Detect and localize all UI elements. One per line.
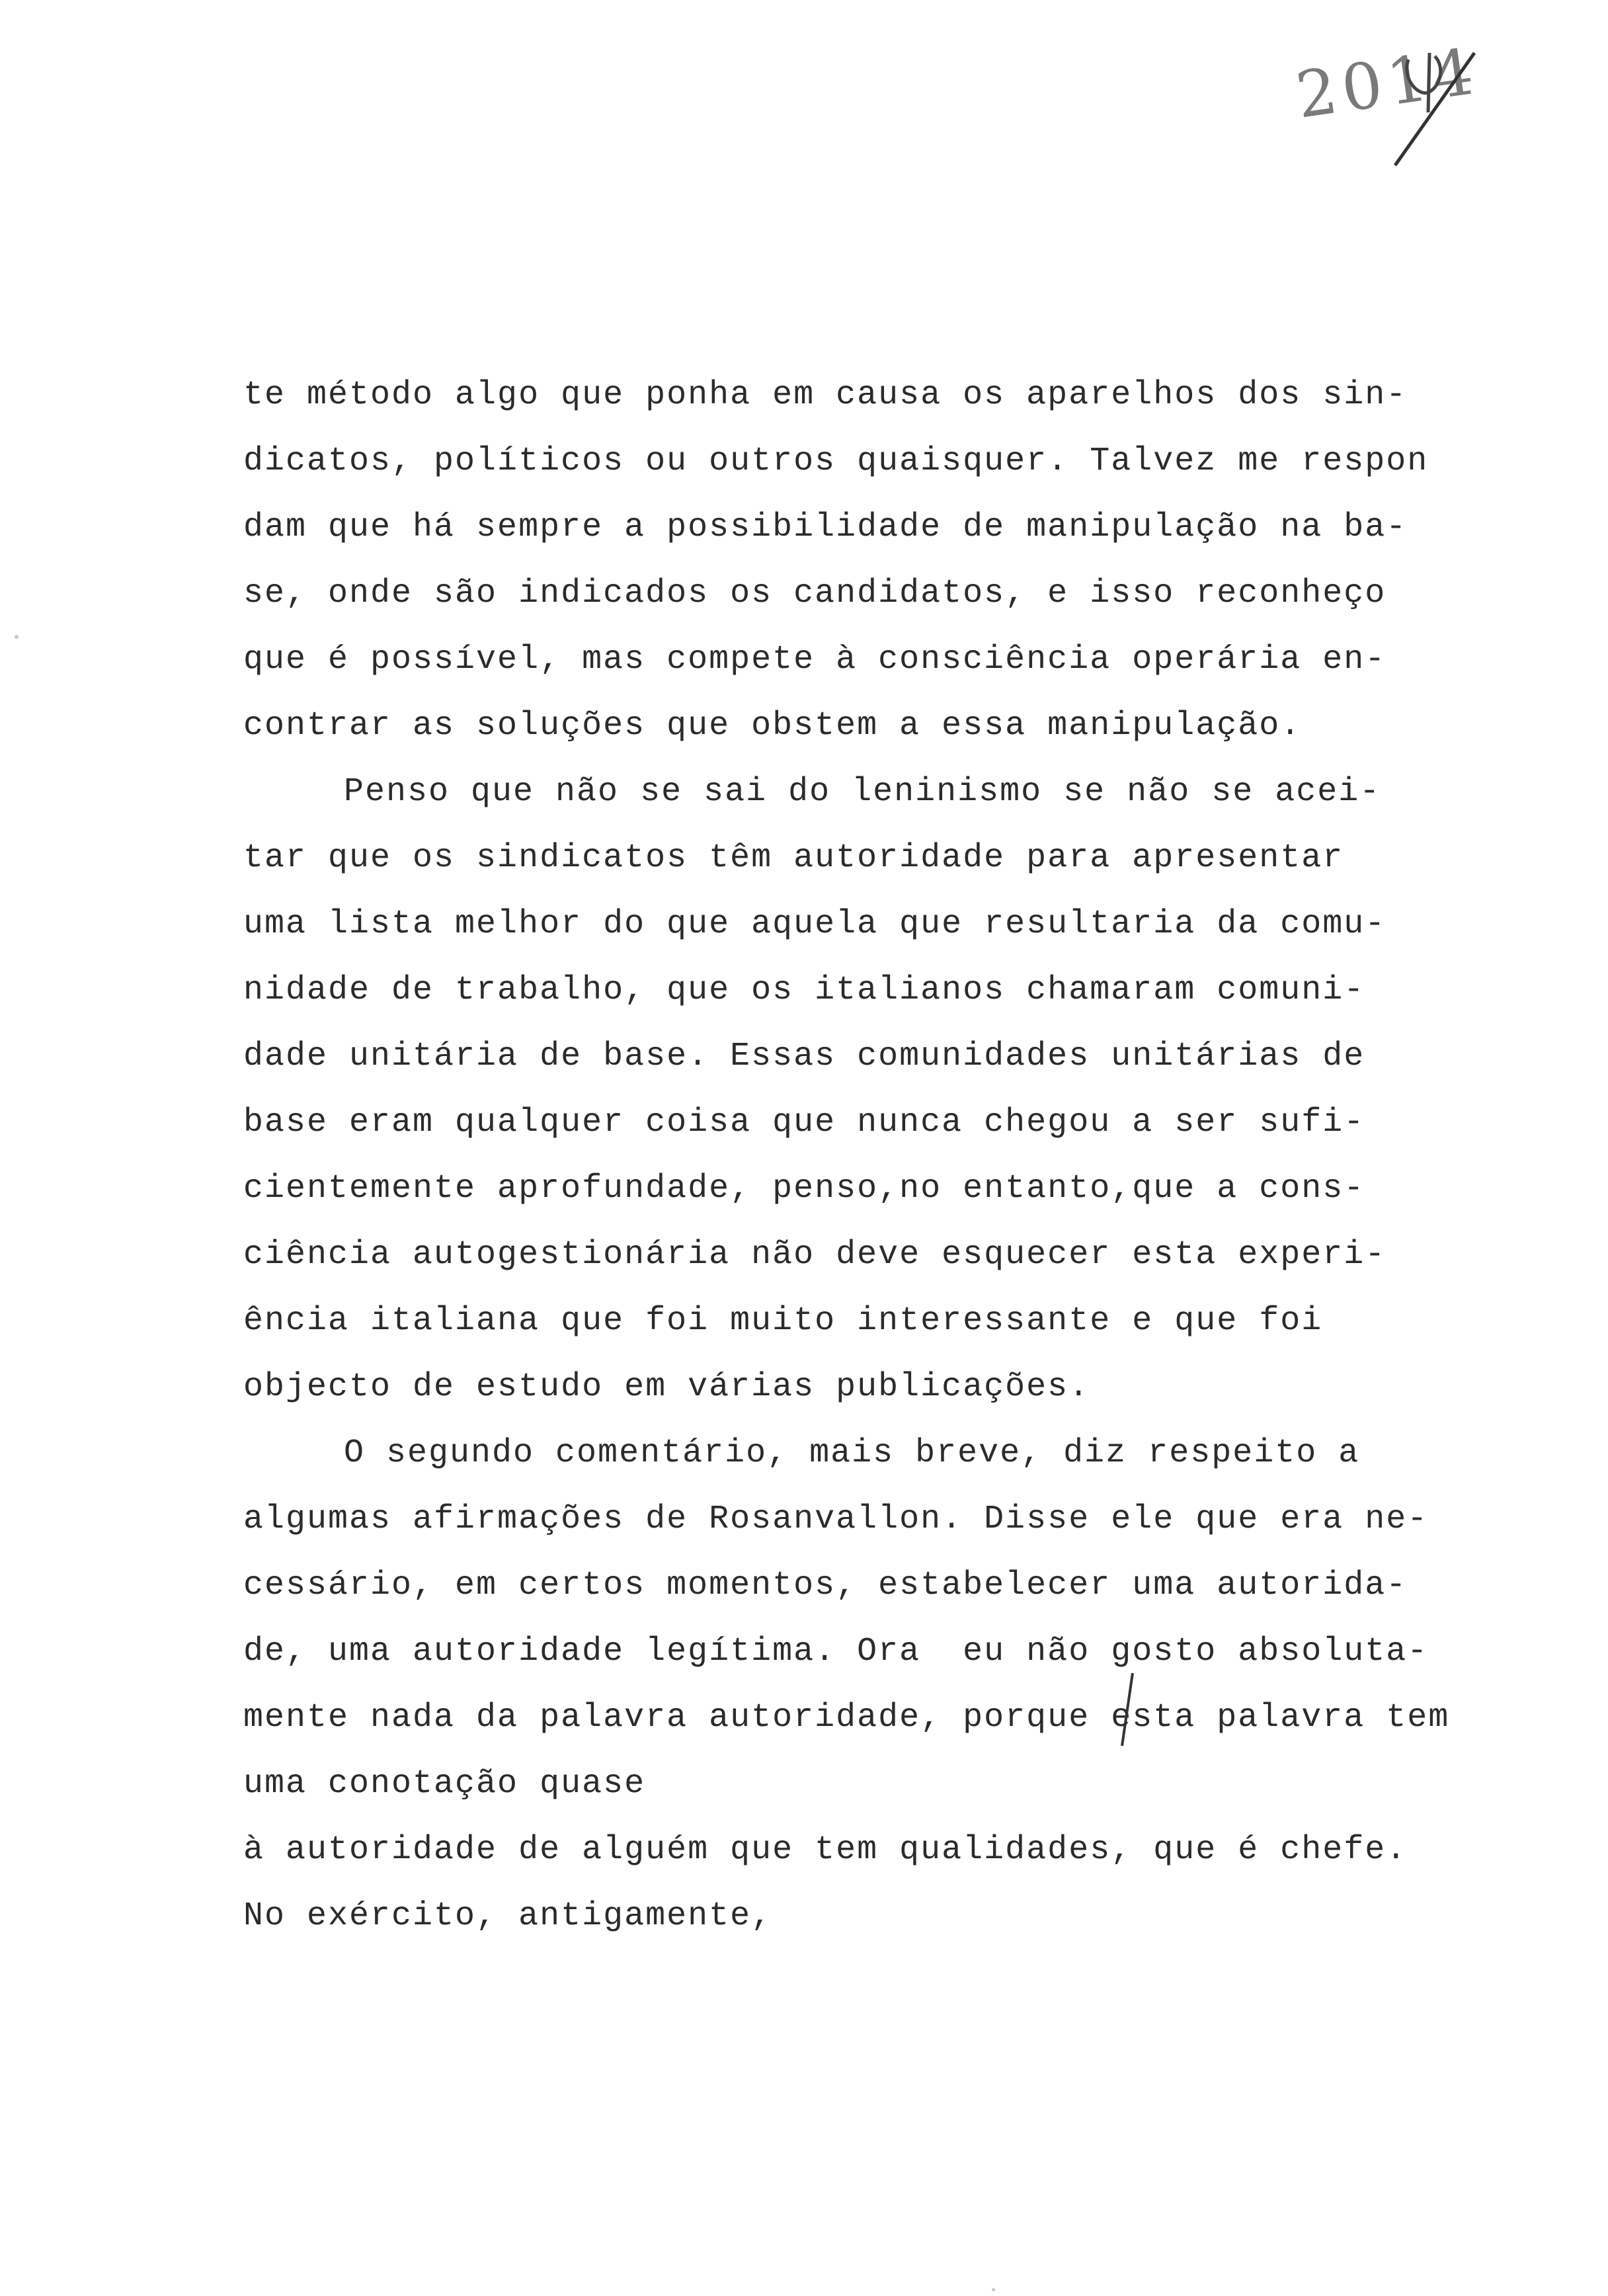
- text-line: uma lista melhor do que aquela que resultaria da comu-: [243, 905, 1387, 943]
- text-line: objecto de estudo em várias publicações.: [243, 1368, 1090, 1406]
- text-line: que é possível, mas compete à consciência operária en-: [243, 641, 1387, 678]
- text-line: contrar as soluções que obstem a essa manipulação.: [243, 707, 1302, 745]
- text-line: ência italiana que foi muito interessante e que foi: [243, 1302, 1323, 1340]
- paragraph-start-line: Penso que não se sai do leninismo se não se acei-: [344, 773, 1381, 811]
- text-line: nidade de trabalho, que os italianos chamaram comuni-: [243, 971, 1365, 1009]
- text-line: te método algo que ponha em causa os aparelhos dos sin-: [243, 376, 1408, 414]
- text-line: No exército, antigamente,: [243, 1897, 773, 1935]
- text-line: cientemente aprofundade, penso,no entanto,que a cons-: [243, 1170, 1365, 1208]
- text-line: cessário, em certos momentos, estabelecer uma autorida-: [243, 1567, 1408, 1604]
- page-number: 2014: [1291, 34, 1483, 133]
- scan-speck: [992, 2288, 995, 2291]
- text-line: se, onde são indicados os candidatos, e isso reconheço: [243, 575, 1387, 612]
- text-line: ciência autogestionária não deve esquecer esta experi-: [243, 1236, 1387, 1274]
- text-line: mente nada da palavra autoridade, porque esta palavra tem: [243, 1699, 1450, 1737]
- text-line: dam que há sempre a possibilidade de manipulação na ba-: [243, 509, 1408, 546]
- scan-speck: [15, 635, 19, 639]
- text-line: uma conotação quase: [243, 1765, 646, 1803]
- text-line: algumas afirmações de Rosanvallon. Disse ele que era ne-: [243, 1500, 1429, 1538]
- text-line: de, uma autoridade legítima. Ora eu não gosto absoluta-: [243, 1633, 1429, 1670]
- paragraph-start-line: O segundo comentário, mais breve, diz respeito a: [344, 1434, 1360, 1472]
- text-line: dicatos, políticos ou outros quaisquer. Talvez me respon: [243, 442, 1429, 480]
- document-body: [243, 362, 1450, 1949]
- text-line: tar que os sindicatos têm autoridade para apresentar: [243, 839, 1344, 877]
- text-line: base eram qualquer coisa que nunca chegou a ser sufi-: [243, 1104, 1365, 1141]
- text-line: dade unitária de base. Essas comunidades unitárias de: [243, 1038, 1365, 1075]
- handwritten-correction-mark: [1114, 1670, 1141, 1749]
- text-line: à autoridade de alguém que tem qualidades, que é chefe.: [243, 1831, 1408, 1869]
- page-mark-4: [1382, 40, 1481, 172]
